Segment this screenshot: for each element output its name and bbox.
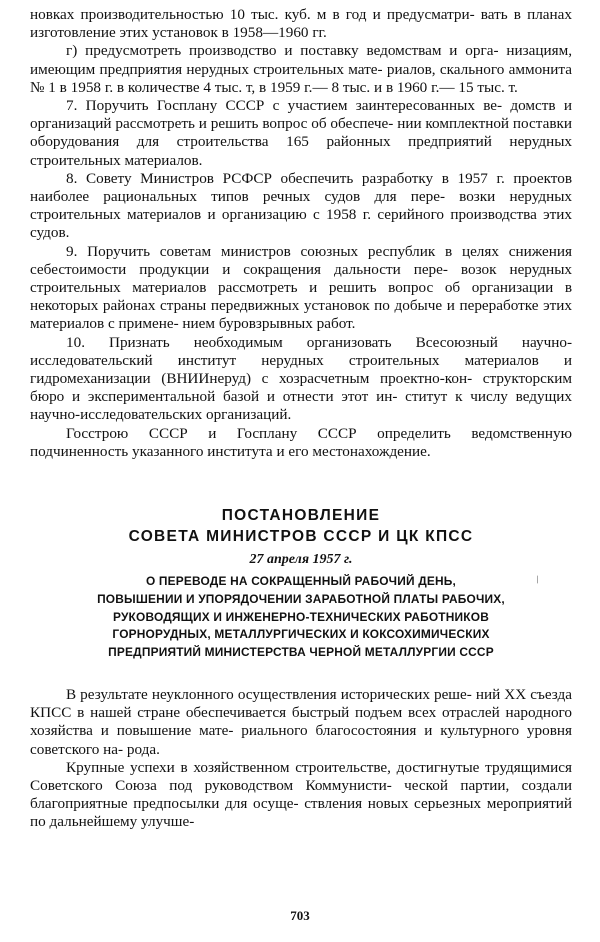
body-text-top — [30, 6, 572, 461]
heading-subtitle — [30, 573, 572, 662]
subtitle-line: ПОВЫШЕНИИ И УПОРЯДОЧЕНИИ ЗАРАБОТНОЙ ПЛАТЫ РАБОЧИХ, — [97, 591, 505, 606]
paragraph-item-10: 10. Признать необходимым организовать Всесоюзный научно- исследовательский институт нерудных строительных материалов и гидромеханизации (ВНИИнеруд) с хозрасчетным проектно-кон- структорским бюро и экспериментальной базой и отнести этот ин- ститут к числу ведущих научно-исследовательских организаций. — [30, 333, 572, 424]
heading-date: 27 апреля 1957 г. — [249, 552, 353, 568]
subtitle-line: ПРЕДПРИЯТИЙ МИНИСТЕРСТВА ЧЕРНОЙ МЕТАЛЛУРГИИ СССР — [108, 645, 494, 660]
paragraph-item-9: 9. Поручить советам министров союзных республик в целях снижения себестоимости продукции и сокращения дальности пере- возок нерудных строительных материалов рассмотреть и решить вопрос об организации в некоторых районах страны передвижных установок по добыче и переработке этих материалов с примене- нием буровзрывных работ. — [30, 242, 572, 333]
paragraph-successes: Крупные успехи в хозяйственном строительстве, достигнутые трудящимися Советского Союза под руководством Коммунисти- ческой партии, создали благоприятные предпосылки для осуще- ствления новых серьезных мероприятий по дальнейшему улучше- — [30, 758, 572, 831]
paragraph-item-g: г) предусмотреть производство и поставку ведомствам и орга- низациям, имеющим предприятия нерудных строительных мате- риалов, скального аммонита № 1 в 1958 г. в количестве 4 тыс. т, в 1959 г.— 8 тыс. и в 1960 г.— 15 тыс. т. — [30, 42, 572, 96]
paragraph-item-7: 7. Поручить Госплану СССР с участием заинтересованных ве- домств и организаций рассмотреть и решить вопрос об обеспече- нии комплектной поставки оборудования для строительства 165 районных предприятий нерудных строительных материалов. — [30, 97, 572, 169]
heading-issuer: СОВЕТА МИНИСТРОВ СССР И ЦК КПСС — [128, 528, 474, 546]
body-text-bottom — [30, 686, 572, 832]
subtitle-line: О ПЕРЕВОДЕ НА СОКРАЩЕННЫЙ РАБОЧИЙ ДЕНЬ, — [145, 574, 457, 589]
paragraph-intro: В результате неуклонного осуществления исторических реше- ний XX съезда КПСС в нашей стране обеспечивается быстрый подъем всех отраслей народного хозяйства и повышение мате- риального благосостояния и культурного уровня советского на- рода. — [30, 686, 572, 758]
subtitle-line: ГОРНОРУДНЫХ, МЕТАЛЛУРГИЧЕСКИХ И КОКСОХИМИЧЕСКИХ — [112, 627, 490, 642]
heading-title: ПОСТАНОВЛЕНИЕ — [221, 507, 381, 525]
paragraph-continuation: новках производительностью 10 тыс. куб. м в год и предусматри- вать в планах изготовление этих установок в 1958—1960 гг. — [30, 6, 572, 42]
subtitle-line: РУКОВОДЯЩИХ И ИНЖЕНЕРНО-ТЕХНИЧЕСКИХ РАБОТНИКОВ — [112, 609, 489, 624]
paragraph-item-8: 8. Совету Министров РСФСР обеспечить разработку в 1957 г. проектов наиболее рациональных типов речных судов для пере- возки нерудных строительных материалов и организацию с 1958 г. серийного производства этих судов. — [30, 169, 572, 242]
resolution-heading — [30, 505, 572, 662]
margin-pencil-mark: / — [534, 573, 542, 587]
page-number: 703 — [290, 908, 310, 923]
paragraph-gosstroy: Госстрою СССР и Госплану СССР определить ведомственную подчиненность указанного института и его местонахождение. — [30, 424, 572, 460]
